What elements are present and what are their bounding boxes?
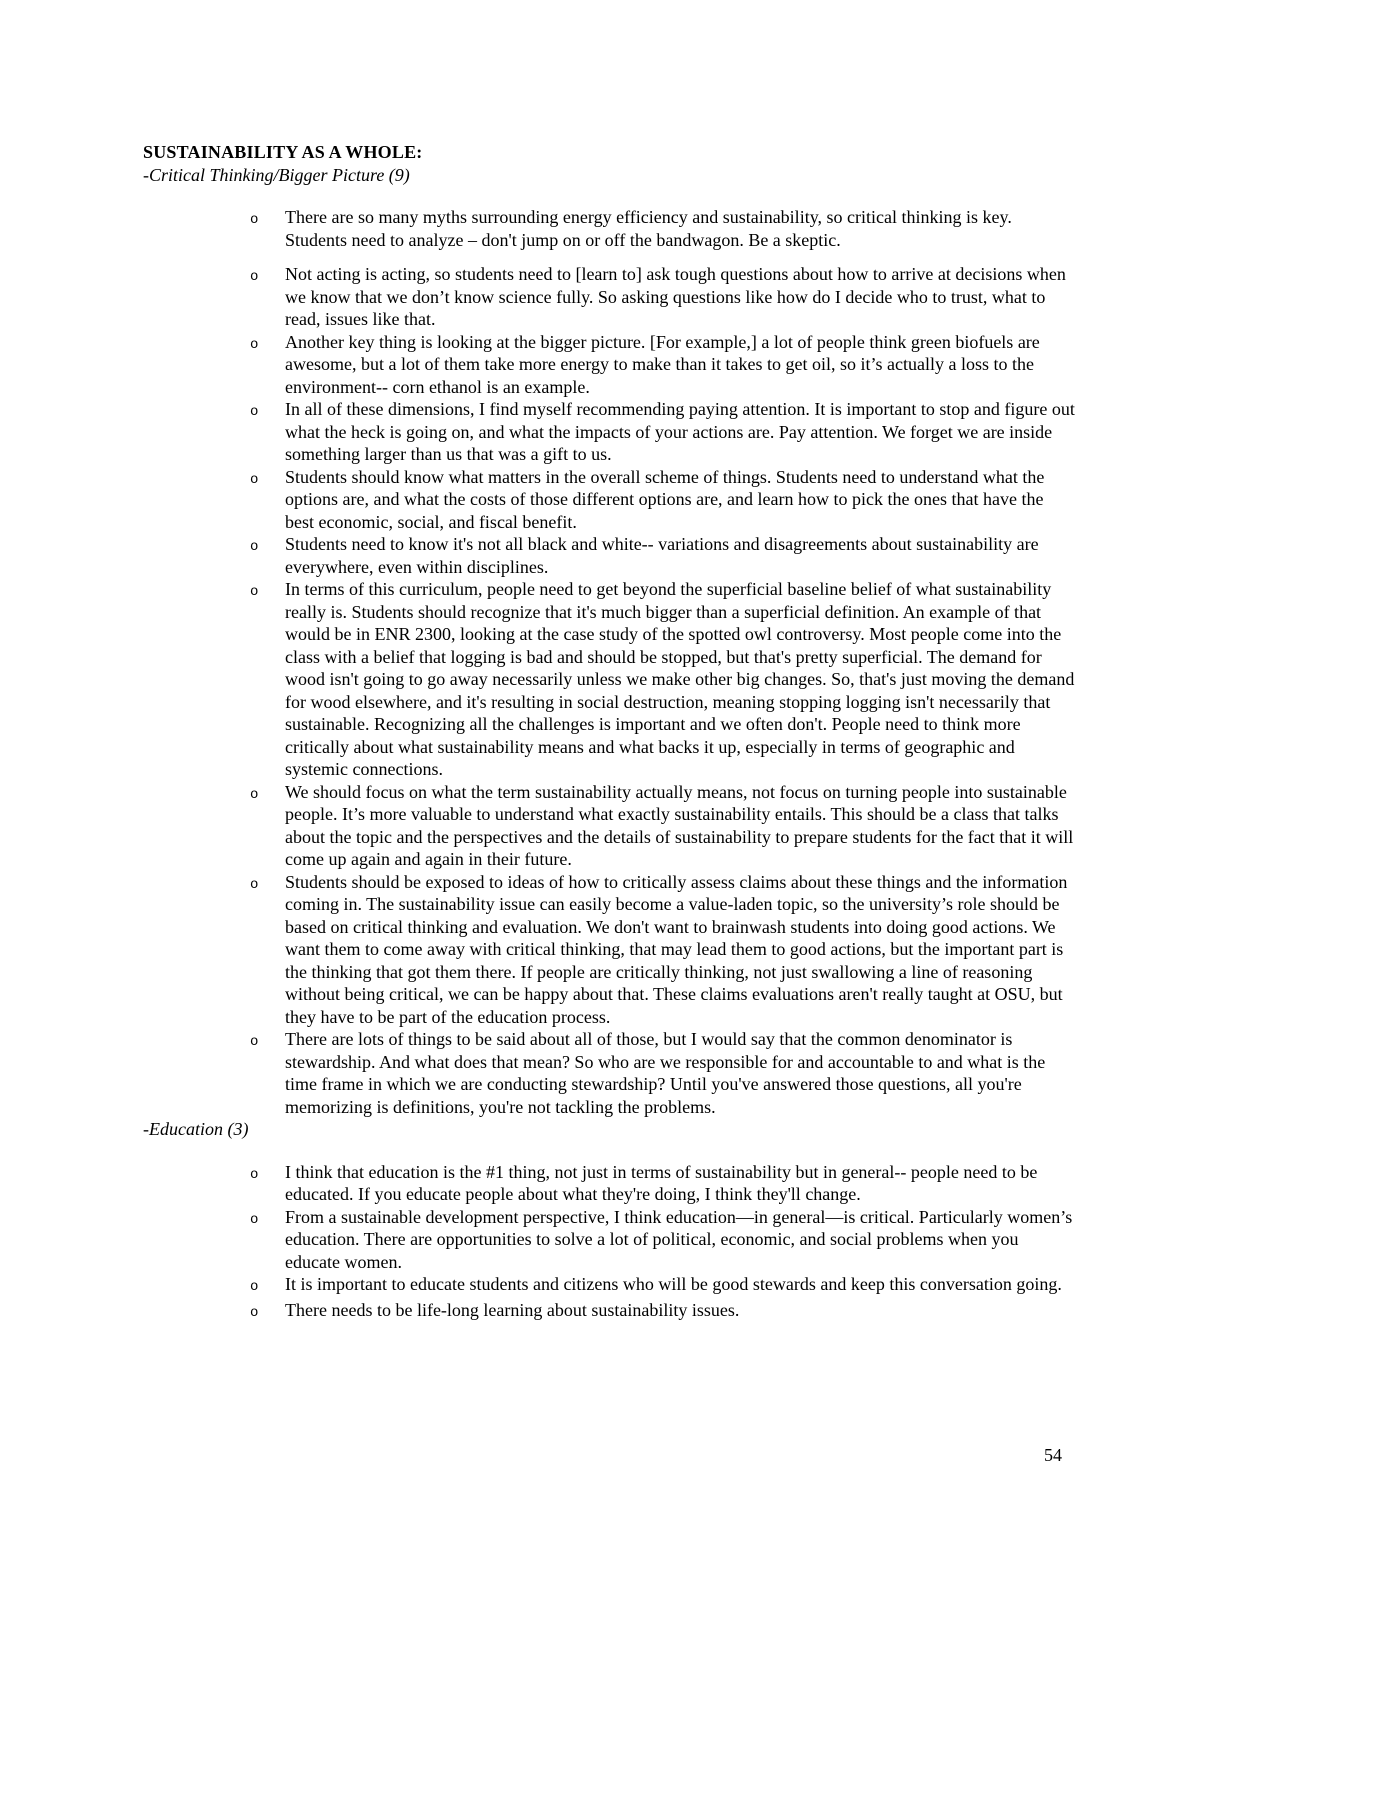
bullet-marker: o bbox=[250, 1304, 259, 1321]
bullet-text: There are so many myths surrounding energy efficiency and sustainability, so critical thinking is key. Students need to analyze – don't jump on or off the bandwagon. Be a skeptic. bbox=[285, 207, 1012, 250]
subsection-heading-critical-thinking: -Critical Thinking/Bigger Picture (9) bbox=[143, 164, 410, 185]
bullet-text: Another key thing is looking at the bigger picture. [For example,] a lot of people think green biofuels are awesome, but a lot of them take more energy to make than it takes to get oil, so it’s actually a loss to the environment-- corn ethanol is an example. bbox=[285, 331, 1040, 397]
bullet-item bbox=[143, 1299, 1075, 1325]
bullet-item bbox=[143, 398, 1075, 466]
bullet-marker: o bbox=[250, 786, 259, 803]
bullet-marker: o bbox=[250, 1034, 259, 1050]
bullet-text: There are lots of things to be said about all of those, but I would say that the common denominator is stewardship. And what does that mean? So who are we responsible for and accountable to and what is the time frame in which we are conducting stewardship? Until you've answered those questions, all you're memorizing is definitions, you're not tackling the problems. bbox=[285, 1029, 1046, 1117]
bullet-item bbox=[143, 466, 1075, 534]
bullet-text: We should focus on what the term sustainability actually means, not focus on turning people into sustainable people. It’s more valuable to understand what exactly sustainability entails. This should be a class that talks about the topic and the perspectives and the details of sustainability to prepare students for the fact that it will come up again and again in their future. bbox=[285, 781, 1074, 869]
bullet-text: I think that education is the #1 thing, not just in terms of sustainability but in general-- people need to be educated. If you educate people about what they're doing, I think they'll change. bbox=[285, 1161, 1038, 1204]
bullet-text: Students should know what matters in the overall scheme of things. Students need to understand what the options are, and what the costs of those different options are, and learn how to pick the ones that have the best economic, social, and fiscal benefit. bbox=[285, 466, 1045, 532]
bullet-text: Students should be exposed to ideas of how to critically assess claims about these things and the information coming in. The sustainability issue can easily become a value-laden topic, so the university’s role should be based on critical thinking and evaluation. We don't want to brainwash students into doing good actions. We want them to come away with critical thinking, that may lead them to good actions, but the important part is the thinking that got them there. If people are critically thinking, not just swallowing a line of reasoning without being critical, we can be happy about that. These claims evaluations aren't really taught at OSU, but they have to be part of the education process. bbox=[285, 871, 1068, 1027]
bullet-marker: o bbox=[250, 876, 259, 893]
bullet-text: It is important to educate students and citizens who will be good stewards and keep this conversation going. bbox=[285, 1274, 1062, 1294]
bullet-item bbox=[143, 578, 1075, 781]
bullet-text: From a sustainable development perspective, I think education—in general—is critical. Particularly women’s education. There are opportunities to solve a lot of political, economic, and social problems when you educate women. bbox=[285, 1206, 1073, 1272]
bullet-text: In all of these dimensions, I find myself recommending paying attention. It is important to stop and figure out what the heck is going on, and what the impacts of your actions are. Pay attention. We forget we are inside something larger than us that was a gift to us. bbox=[285, 399, 1075, 464]
bullet-item bbox=[143, 871, 1075, 1029]
bullet-marker: o bbox=[250, 1166, 259, 1183]
section-education bbox=[143, 1118, 1075, 1324]
bullet-list-critical-thinking bbox=[143, 206, 1075, 1118]
bullet-marker: o bbox=[250, 212, 259, 228]
bullet-text: Not acting is acting, so students need to [learn to] ask tough questions about how to arrive at decisions when we know that we don’t know science fully. So asking questions like how do I decide who to trust, what to read, issues like that. bbox=[285, 264, 1066, 329]
bullet-item bbox=[143, 1206, 1075, 1274]
bullet-marker: o bbox=[250, 1279, 259, 1295]
bullet-marker: o bbox=[250, 269, 259, 285]
bullet-item bbox=[143, 1028, 1075, 1118]
bullet-item bbox=[143, 533, 1075, 578]
bullet-item bbox=[143, 1273, 1075, 1299]
bullet-item bbox=[143, 206, 1075, 251]
bullet-list-education bbox=[143, 1161, 1075, 1325]
bullet-text: In terms of this curriculum, people need to get beyond the superficial baseline belief of what sustainability really is. Students should recognize that it's much bigger than a superficial definition. An example of that would be in ENR 2300, looking at the case study of the spotted owl controversy. Most people come into the class with a belief that logging is bad and should be stopped, but that's pretty superficial. The demand for wood isn't going to go away necessarily unless we make other big changes. So, that's just moving the demand for wood elsewhere, and it's resulting in social destruction, meaning stopping logging isn't necessarily that sustainable. Recognizing all the challenges is important and we often don't. People need to think more critically about what sustainability means and what backs it up, especially in terms of geographic and systemic connections. bbox=[285, 579, 1075, 779]
section-critical-thinking bbox=[143, 164, 1075, 1119]
bullet-marker: o bbox=[250, 584, 259, 600]
bullet-item bbox=[143, 331, 1075, 399]
bullet-marker: o bbox=[250, 539, 259, 555]
bullet-marker: o bbox=[250, 404, 259, 420]
bullet-item bbox=[143, 781, 1075, 871]
subsection-heading-education: -Education (3) bbox=[143, 1119, 249, 1139]
page-number: 54 bbox=[1044, 1445, 1062, 1465]
bullet-item bbox=[143, 1161, 1075, 1206]
bullet-text: Students need to know it's not all black and white-- variations and disagreements about sustainability are everywhere, even within disciplines. bbox=[285, 534, 1039, 577]
bullet-marker: o bbox=[250, 471, 259, 488]
bullet-text: There needs to be life-long learning about sustainability issues. bbox=[285, 1299, 740, 1320]
bullet-marker: o bbox=[250, 336, 259, 353]
bullet-marker: o bbox=[250, 1211, 259, 1228]
bullet-item bbox=[143, 263, 1075, 331]
section-heading: SUSTAINABILITY AS A WHOLE: bbox=[143, 142, 423, 162]
